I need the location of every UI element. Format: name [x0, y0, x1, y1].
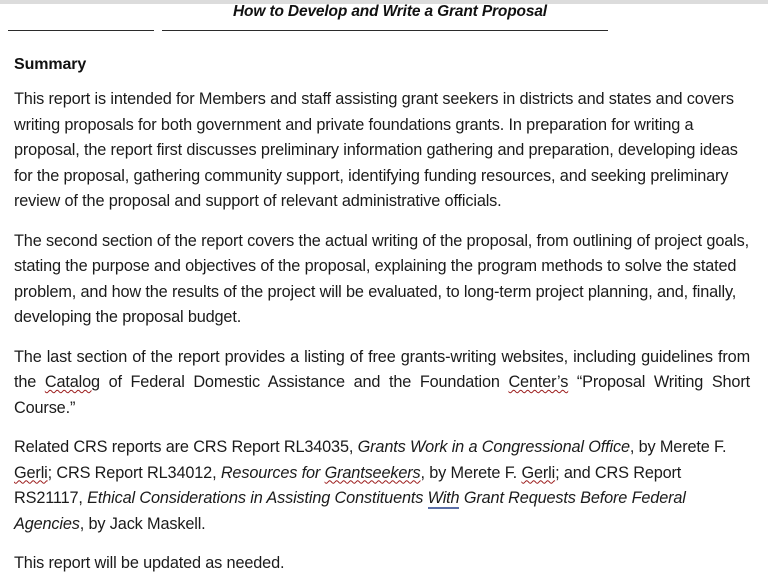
paragraph-2: The second section of the report covers the actual writing of the proposal, from outlining of project goals, stating the purpose and objectives of the proposal, explaining the program methods to solve the stated problem, and how the results of the project will be evaluated, to long-term project planning, and, finally, developing the proposal budget.	[14, 231, 749, 326]
report-title-ethical-considerations: Ethical Considerations in Assisting Constituents	[87, 489, 428, 507]
paragraph-3	[14, 345, 750, 422]
paragraph-4	[14, 435, 750, 537]
report-title-ethical-considerations-cont: Grant Requests Before Federal Agencies	[14, 489, 686, 533]
grammarcheck-word-with[interactable]: With	[427, 489, 460, 507]
document-body	[14, 56, 750, 577]
report-title-resources-for: Resources for	[220, 463, 325, 482]
paragraph-5: This report will be updated as needed.	[14, 554, 285, 572]
spellcheck-word-grantseekers[interactable]: Grantseekers	[324, 463, 421, 482]
paragraph-4-run-4: , by Merete F.	[420, 463, 522, 482]
paragraph-1: This report is intended for Members and staff assisting grant seekers in districts and states and covers writing proposals for both government and private foundations grants. In preparation for writing a proposal, the report first discusses preliminary information gathering and preparation, developing ideas for the proposal, gathering community support, identifying funding resources, and seeking preliminary review of the proposal and support of relevant administrative officials.	[14, 90, 738, 210]
paragraph-3-run-3: “Proposal Writing Short Course.”	[14, 373, 750, 417]
section-heading-summary: Summary	[14, 56, 87, 73]
paragraph-3-run-1: The last section of the report provides a listing of free grants-writing websites, including guidelines from the	[14, 347, 750, 391]
document-title: How to Develop and Write a Grant Proposal	[233, 3, 547, 20]
running-header	[0, 3, 768, 37]
spellcheck-word-gerli-2[interactable]: Gerli	[521, 463, 556, 482]
paragraph-4-run-6: , by Jack Maskell.	[79, 514, 206, 533]
paragraph-4-run-5: ; and CRS Report RS21117,	[14, 463, 682, 507]
spellcheck-word-centers[interactable]: Center’s	[508, 373, 569, 391]
spellcheck-word-gerli-1[interactable]: Gerli	[14, 463, 48, 482]
paragraph-4-run-1: Related CRS reports are CRS Report RL34035,	[14, 438, 358, 456]
spellcheck-word-catalog[interactable]: Catalog	[44, 373, 100, 391]
paragraph-4-run-2: , by Merete F.	[629, 438, 727, 456]
paragraph-3-run-2: of Federal Domestic Assistance and the Foundation	[99, 373, 509, 391]
report-title-grants-work: Grants Work in a Congressional Office	[357, 438, 630, 456]
header-rule-left	[8, 30, 154, 31]
paragraph-4-run-3: ; CRS Report RL34012,	[47, 463, 221, 482]
header-rule-right	[162, 30, 608, 31]
